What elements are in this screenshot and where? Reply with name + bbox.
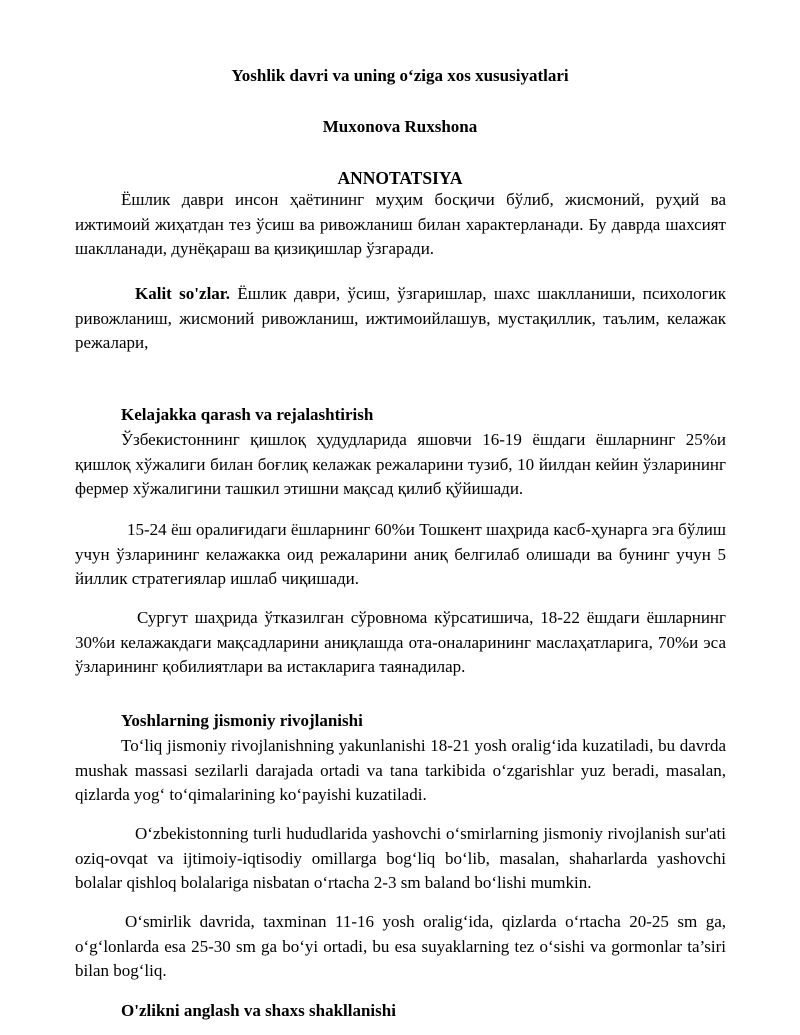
keywords-text: Ёшлик даври, ўсиш, ўзгаришлар, шахс шаклланиши, психологик ривожланиш, жисмоний ривожланиш, ижтимоийлашув, мустақиллик, таълим, келажак режалари, (75, 284, 726, 352)
annotation-paragraph: Ёшлик даври инсон ҳаётининг муҳим босқичи бўлиб, жисмоний, руҳий ва ижтимоий жиҳатдан тез ўсиш ва ривожланиш билан характерланади. Бу даврда шахсият шаклланади, дунёқараш ва қизиқишлар ўзгаради. (75, 190, 726, 258)
body-paragraph: Ўзбекистоннинг қишлоқ ҳудудларида яшовчи 16-19 ёшдаги ёшларнинг 25%и қишлоқ хўжалиги билан боғлиқ келажак режаларини тузиб, 10 йилдан кейин ўзларининг фермер хўжалигини ташкил этишни мақсад қилиб қўйишади. (75, 430, 726, 498)
document-title: Yoshlik davri va uning o‘ziga xos xususiyatlari (231, 66, 569, 85)
body-paragraph: O‘zbekistonning turli hududlarida yashovchi o‘smirlarning jismoniy rivojlanish sur'ati oziq-ovqat va ijtimoiy-iqtisodiy omillarga bog‘liq bo‘lib, masalan, shaharlarda yashovchi bolalar qishloq bolalariga nisbatan o‘rtacha 2-3 sm baland bo‘lishi mumkin. (75, 824, 726, 892)
body-paragraph: Сургут шаҳрида ўтказилган сўровнома кўрсатишича, 18-22 ёшдаги ёшларнинг 30%и келажакдаги мақсадларини аниқлашда ота-оналарининг маслаҳатларига, 70%и эса ўзларининг қобилиятлари ва истакларига таянадилар. (75, 608, 726, 676)
author-name: Muxonova Ruxshona (322, 117, 478, 136)
keywords-paragraph (75, 282, 726, 356)
section-heading: Yoshlarning jismoniy rivojlanishi (121, 711, 363, 730)
keywords-label: Kalit so'zlar. (135, 284, 231, 303)
annotation-heading: ANNOTATSIYA (337, 168, 463, 188)
section-heading: O'zlikni anglash va shaxs shakllanishi (121, 1001, 396, 1020)
body-paragraph: O‘smirlik davrida, taxminan 11-16 yosh oralig‘ida, qizlarda o‘rtacha 20-25 sm ga, o‘g‘lonlarda esa 25-30 sm ga bo‘yi ortadi, bu esa suyaklarning tez o‘sishi va gormonlar ta’siri bilan bog‘liq. (75, 912, 726, 980)
body-paragraph: 15-24 ёш оралиғидаги ёшларнинг 60%и Тошкент шаҳрида касб-ҳунарга эга бўлиш учун ўзларининг келажакка оид режаларини аниқ белгилаб олишади ва бунинг учун 5 йиллик стратегиялар ишлаб чиқишади. (75, 520, 726, 588)
section-heading: Kelajakka qarash va rejalashtirish (121, 405, 374, 424)
body-paragraph: To‘liq jismoniy rivojlanishning yakunlanishi 18-21 yosh oralig‘ida kuzatiladi, bu davrda mushak massasi sezilarli darajada ortadi va tana tarkibida o‘zgarishlar yuz beradi, masalan, qizlarda yog‘ to‘qimalarining ko‘payishi kuzatiladi. (75, 736, 726, 804)
